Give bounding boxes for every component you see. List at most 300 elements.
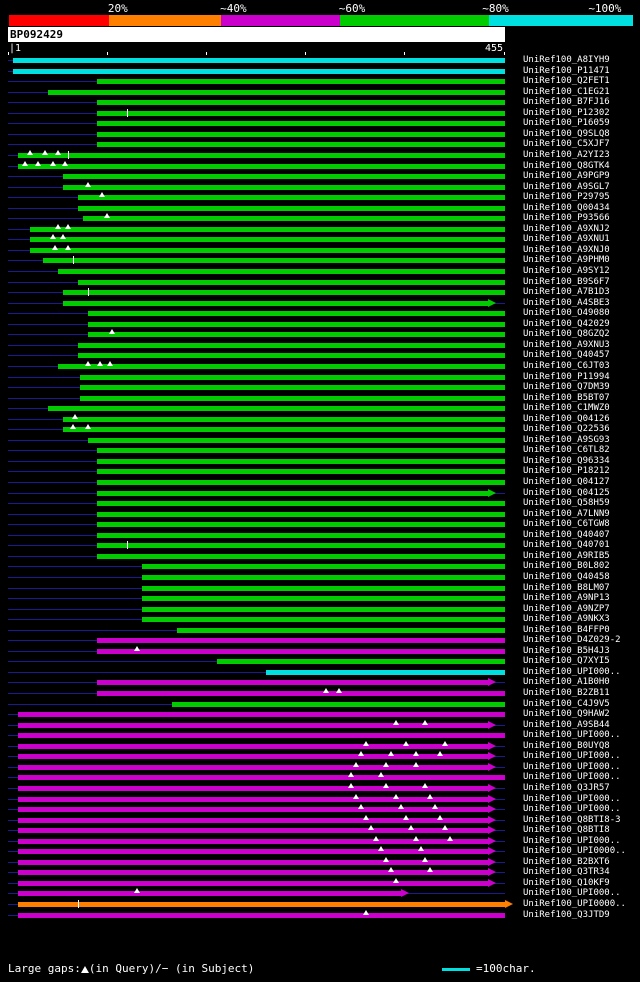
- subject-label[interactable]: UniRef100_B7FJ16: [523, 97, 610, 108]
- alignment-row[interactable]: [8, 341, 505, 350]
- hsp-bar[interactable]: [18, 775, 505, 780]
- hsp-bar[interactable]: [97, 512, 505, 517]
- hsp-bar[interactable]: [63, 301, 488, 306]
- alignment-row[interactable]: [8, 816, 505, 825]
- subject-label[interactable]: UniRef100_Q8GTK4: [523, 160, 610, 171]
- subject-label[interactable]: UniRef100_Q8BTI8-3: [523, 814, 621, 825]
- large-gap-marker-icon: [363, 910, 369, 915]
- hsp-bar[interactable]: [63, 290, 505, 295]
- hsp-bar[interactable]: [18, 828, 488, 833]
- identity-tick-4: ~100%: [588, 2, 622, 15]
- alignment-row[interactable]: [8, 647, 505, 656]
- subject-label[interactable]: UniRef100_Q8GZQ2: [523, 329, 610, 340]
- subject-label[interactable]: UniRef100_UPI000..: [523, 666, 621, 677]
- large-gap-marker-icon: [72, 414, 78, 419]
- alignment-row[interactable]: [8, 615, 505, 624]
- subject-label[interactable]: UniRef100_Q04126: [523, 413, 610, 424]
- alignment-row[interactable]: [8, 763, 505, 772]
- subject-label[interactable]: UniRef100_C1MWZ0: [523, 403, 610, 414]
- subject-label[interactable]: UniRef100_Q2FET1: [523, 76, 610, 87]
- subject-label[interactable]: UniRef100_UPI000..: [523, 751, 621, 762]
- hsp-bar[interactable]: [88, 332, 505, 337]
- hsp-bar[interactable]: [30, 237, 505, 242]
- identity-tick-labels: [8, 4, 632, 15]
- hsp-bar[interactable]: [88, 322, 505, 327]
- subject-label[interactable]: UniRef100_Q40458: [523, 571, 610, 582]
- subject-label[interactable]: UniRef100_B0UYQ8: [523, 740, 610, 751]
- subject-label[interactable]: UniRef100_P11471: [523, 65, 610, 76]
- subject-label[interactable]: UniRef100_P11994: [523, 371, 610, 382]
- subject-label[interactable]: UniRef100_C1EG21: [523, 86, 610, 97]
- hsp-bar[interactable]: [18, 733, 505, 738]
- subject-label[interactable]: UniRef100_Q8BTI8: [523, 825, 610, 836]
- alignment-bars-panel: [8, 56, 505, 956]
- hsp-bar[interactable]: [63, 174, 505, 179]
- hsp-bar[interactable]: [78, 195, 505, 200]
- alignment-row[interactable]: [8, 742, 505, 751]
- subject-label[interactable]: UniRef100_A9SGL7: [523, 181, 610, 192]
- alignment-row[interactable]: [8, 900, 505, 909]
- identity-segment-2: [221, 15, 340, 26]
- subject-label[interactable]: UniRef100_UPI000..: [523, 772, 621, 783]
- hsp-bar[interactable]: [142, 607, 505, 612]
- large-gap-marker-icon: [97, 361, 103, 366]
- hsp-bar[interactable]: [18, 723, 488, 728]
- hsp-break-tick: [73, 256, 74, 264]
- large-gap-marker-icon: [62, 161, 68, 166]
- alignment-row[interactable]: [8, 193, 505, 202]
- alignment-row[interactable]: [8, 868, 505, 877]
- hsp-bar[interactable]: [97, 638, 505, 643]
- identity-tick-2: ~60%: [338, 2, 366, 15]
- hsp-bar[interactable]: [217, 659, 505, 664]
- alignment-row[interactable]: [8, 773, 505, 782]
- alignment-row[interactable]: [8, 594, 505, 603]
- hsp-bar[interactable]: [43, 258, 505, 263]
- alignment-row[interactable]: [8, 879, 505, 888]
- hsp-bar[interactable]: [97, 469, 505, 474]
- subject-label[interactable]: UniRef100_P29795: [523, 192, 610, 203]
- hsp-break-tick: [78, 900, 79, 908]
- subject-label[interactable]: UniRef100_Q7DM39: [523, 382, 610, 393]
- alignment-row[interactable]: [8, 805, 505, 814]
- large-gap-marker-icon: [134, 646, 140, 651]
- large-gap-marker-icon: [437, 815, 443, 820]
- subject-label[interactable]: UniRef100_Q10KF9: [523, 877, 610, 888]
- subject-label[interactable]: UniRef100_Q3JTD9: [523, 909, 610, 920]
- subject-label[interactable]: UniRef100_A8IYH9: [523, 55, 610, 65]
- large-gap-marker-icon: [55, 224, 61, 229]
- alignment-row[interactable]: [8, 689, 505, 698]
- alignment-row[interactable]: [8, 98, 505, 107]
- hsp-bar[interactable]: [172, 702, 505, 707]
- query-ruler: [8, 42, 505, 55]
- subject-label[interactable]: UniRef100_B2BXT6: [523, 856, 610, 867]
- hsp-bar[interactable]: [142, 617, 505, 622]
- alignment-row[interactable]: [8, 573, 505, 582]
- subject-label[interactable]: UniRef100_P12302: [523, 107, 610, 118]
- large-gap-marker-icon: [99, 192, 105, 197]
- subject-label[interactable]: UniRef100_B8LM07: [523, 582, 610, 593]
- hsp-bar[interactable]: [142, 596, 505, 601]
- subject-label[interactable]: UniRef100_B9S6F7: [523, 276, 610, 287]
- subject-label[interactable]: UniRef100_Q04125: [523, 487, 610, 498]
- large-gap-marker-icon: [65, 224, 71, 229]
- subject-label[interactable]: UniRef100_A7LNN9: [523, 508, 610, 519]
- large-gap-marker-icon: [336, 688, 342, 693]
- hsp-bar[interactable]: [58, 364, 505, 369]
- large-gap-marker-icon: [358, 804, 364, 809]
- alignment-row[interactable]: [8, 826, 505, 835]
- hsp-break-tick: [68, 151, 69, 159]
- hsp-bar[interactable]: [97, 132, 505, 137]
- alignment-row[interactable]: [8, 889, 505, 898]
- subject-label[interactable]: UniRef100_Q3TR34: [523, 867, 610, 878]
- subject-label[interactable]: UniRef100_Q96334: [523, 455, 610, 466]
- subject-label[interactable]: UniRef100_A9SB44: [523, 719, 610, 730]
- subject-label[interactable]: UniRef100_A9PHM0: [523, 255, 610, 266]
- alignment-row[interactable]: [8, 721, 505, 730]
- hsp-bar[interactable]: [18, 797, 488, 802]
- subject-label[interactable]: UniRef100_UPI000..: [523, 804, 621, 815]
- subject-label[interactable]: UniRef100_B0L802: [523, 561, 610, 572]
- subject-label[interactable]: UniRef100_C6TL82: [523, 445, 610, 456]
- hsp-bar[interactable]: [18, 860, 488, 865]
- alignment-row[interactable]: [8, 351, 505, 360]
- alignment-row[interactable]: [8, 225, 505, 234]
- alignment-row[interactable]: [8, 911, 505, 920]
- hsp-bar[interactable]: [48, 406, 505, 411]
- large-gap-marker-icon: [447, 836, 453, 841]
- hsp-bar[interactable]: [97, 491, 487, 496]
- large-gap-marker-icon: [393, 794, 399, 799]
- hsp-arrow-icon: [488, 868, 496, 876]
- hsp-bar[interactable]: [13, 69, 505, 74]
- subject-label[interactable]: UniRef100_A9PGP9: [523, 171, 610, 182]
- hsp-bar[interactable]: [97, 79, 505, 84]
- alignment-row[interactable]: [8, 541, 505, 550]
- subject-label[interactable]: UniRef100_UPI0000..: [523, 846, 626, 857]
- hsp-bar[interactable]: [97, 459, 505, 464]
- hsp-bar[interactable]: [142, 586, 505, 591]
- subject-label[interactable]: UniRef100_B2ZB11: [523, 688, 610, 698]
- alignment-row[interactable]: [8, 700, 505, 709]
- alignment-row[interactable]: [8, 299, 505, 308]
- alignment-row[interactable]: [8, 119, 505, 128]
- large-gap-marker-icon: [358, 751, 364, 756]
- subject-label[interactable]: UniRef100_A2YI23: [523, 149, 610, 160]
- alignment-row[interactable]: [8, 151, 505, 160]
- hsp-bar[interactable]: [80, 385, 505, 390]
- alignment-row[interactable]: [8, 710, 505, 719]
- hsp-bar[interactable]: [97, 142, 505, 147]
- subject-label[interactable]: UniRef100_A9SG93: [523, 434, 610, 445]
- subject-label[interactable]: UniRef100_A1B0H0: [523, 677, 610, 688]
- subject-label[interactable]: UniRef100_A9NZP7: [523, 603, 610, 614]
- hsp-bar[interactable]: [97, 680, 487, 685]
- alignment-row[interactable]: [8, 288, 505, 297]
- hsp-bar[interactable]: [177, 628, 505, 633]
- subject-label[interactable]: UniRef100_A9RIB5: [523, 550, 610, 561]
- large-gap-marker-icon: [418, 846, 424, 851]
- subject-label[interactable]: UniRef100_UPI000..: [523, 793, 621, 804]
- hsp-bar[interactable]: [78, 206, 505, 211]
- large-gap-marker-icon: [388, 751, 394, 756]
- subject-label[interactable]: UniRef100_A9NKX3: [523, 614, 610, 625]
- hsp-arrow-icon: [401, 889, 409, 897]
- ruler-start-label: |1: [9, 43, 22, 54]
- large-gap-marker-icon: [50, 161, 56, 166]
- alignment-row[interactable]: [8, 162, 505, 171]
- large-gap-marker-icon: [373, 836, 379, 841]
- hsp-bar[interactable]: [97, 480, 505, 485]
- large-gap-marker-icon: [383, 783, 389, 788]
- hsp-bar[interactable]: [78, 353, 505, 358]
- large-gap-marker-icon: [383, 857, 389, 862]
- hsp-bar[interactable]: [97, 533, 505, 538]
- alignment-row[interactable]: [8, 752, 505, 761]
- alignment-row[interactable]: [8, 499, 505, 508]
- subject-label[interactable]: UniRef100_C5XJF7: [523, 139, 610, 150]
- hsp-bar[interactable]: [97, 100, 505, 105]
- subject-label[interactable]: UniRef100_A9NP13: [523, 593, 610, 604]
- alignment-row[interactable]: [8, 267, 505, 276]
- subject-label[interactable]: UniRef100_Q9HAW2: [523, 709, 610, 720]
- subject-label[interactable]: UniRef100_A4SBE3: [523, 297, 610, 308]
- alignment-row[interactable]: [8, 140, 505, 149]
- hsp-bar[interactable]: [88, 311, 505, 316]
- subject-label-column: [523, 56, 640, 956]
- subject-label[interactable]: UniRef100_UPI000..: [523, 835, 621, 846]
- alignment-row[interactable]: [8, 77, 505, 86]
- hsp-bar[interactable]: [97, 111, 505, 116]
- hsp-bar[interactable]: [18, 818, 488, 823]
- subject-label[interactable]: UniRef100_P18212: [523, 466, 610, 477]
- alignment-row[interactable]: [8, 510, 505, 519]
- subject-label[interactable]: UniRef100_B5BT07: [523, 392, 610, 403]
- hsp-bar[interactable]: [18, 744, 488, 749]
- subject-label[interactable]: UniRef100_Q58H59: [523, 498, 610, 509]
- subject-label[interactable]: UniRef100_Q40407: [523, 529, 610, 540]
- alignment-row[interactable]: [8, 626, 505, 635]
- hsp-bar[interactable]: [30, 227, 505, 232]
- alignment-row[interactable]: [8, 636, 505, 645]
- large-gap-marker-icon: [65, 245, 71, 250]
- subject-label[interactable]: UniRef100_O49080: [523, 308, 610, 319]
- alignment-row[interactable]: [8, 436, 505, 445]
- alignment-row[interactable]: [8, 373, 505, 382]
- subject-label[interactable]: UniRef100_A9XNU1: [523, 234, 610, 245]
- alignment-row[interactable]: [8, 467, 505, 476]
- subject-label[interactable]: UniRef100_Q7XYI5: [523, 656, 610, 667]
- subject-label[interactable]: UniRef100_A9SY12: [523, 266, 610, 276]
- alignment-row[interactable]: [8, 320, 505, 329]
- hsp-bar[interactable]: [18, 807, 488, 812]
- hsp-bar[interactable]: [142, 564, 505, 569]
- subject-label[interactable]: UniRef100_A9XNJ0: [523, 244, 610, 255]
- alignment-row[interactable]: [8, 130, 505, 139]
- subject-label[interactable]: UniRef100_D4Z029-2: [523, 635, 621, 646]
- subject-label[interactable]: UniRef100_Q9SLQ8: [523, 128, 610, 139]
- large-gap-marker-icon: [408, 825, 414, 830]
- hsp-bar[interactable]: [58, 269, 505, 274]
- alignment-row[interactable]: [8, 678, 505, 687]
- alignment-row[interactable]: [8, 562, 505, 571]
- alignment-row[interactable]: [8, 489, 505, 498]
- alignment-row[interactable]: [8, 235, 505, 244]
- hsp-bar[interactable]: [80, 396, 505, 401]
- large-gap-marker-icon: [378, 846, 384, 851]
- alignment-row[interactable]: [8, 657, 505, 666]
- alignment-row[interactable]: [8, 214, 505, 223]
- large-gap-marker-icon: [368, 825, 374, 830]
- large-gap-marker-icon: [422, 783, 428, 788]
- subject-label[interactable]: UniRef100_UPI000..: [523, 888, 621, 899]
- hsp-bar[interactable]: [18, 902, 505, 907]
- alignment-row[interactable]: [8, 56, 505, 65]
- subject-label[interactable]: UniRef100_P93566: [523, 213, 610, 224]
- subject-label[interactable]: UniRef100_B5H4J3: [523, 645, 610, 656]
- subject-label[interactable]: UniRef100_A9XNJ2: [523, 223, 610, 234]
- hsp-arrow-icon: [488, 678, 496, 686]
- alignment-row[interactable]: [8, 404, 505, 413]
- alignment-row[interactable]: [8, 531, 505, 540]
- alignment-row[interactable]: [8, 784, 505, 793]
- hsp-bar[interactable]: [18, 881, 488, 886]
- subject-label[interactable]: UniRef100_Q3JR57: [523, 782, 610, 793]
- alignment-row[interactable]: [8, 731, 505, 740]
- large-gap-marker-icon: [27, 150, 33, 155]
- hsp-bar[interactable]: [142, 575, 505, 580]
- hsp-bar[interactable]: [18, 164, 505, 169]
- subject-label[interactable]: UniRef100_UPI000..: [523, 730, 621, 741]
- large-gap-marker-icon: [403, 815, 409, 820]
- alignment-row[interactable]: [8, 183, 505, 192]
- hsp-bar[interactable]: [78, 280, 505, 285]
- identity-tick-0: 20%: [107, 2, 128, 15]
- hsp-bar[interactable]: [97, 543, 505, 548]
- hsp-bar[interactable]: [63, 185, 505, 190]
- hsp-bar[interactable]: [97, 649, 505, 654]
- hsp-bar[interactable]: [63, 417, 505, 422]
- large-gap-marker-icon: [388, 867, 394, 872]
- large-gap-marker-icon: [85, 182, 91, 187]
- hsp-bar[interactable]: [97, 121, 505, 126]
- alignment-row[interactable]: [8, 795, 505, 804]
- alignment-row[interactable]: [8, 362, 505, 371]
- subject-label[interactable]: UniRef100_Q40457: [523, 350, 610, 361]
- alignment-row[interactable]: [8, 394, 505, 403]
- alignment-row[interactable]: [8, 520, 505, 529]
- identity-tick-1: ~40%: [220, 2, 247, 15]
- hsp-arrow-icon: [488, 795, 496, 803]
- hsp-bar[interactable]: [18, 712, 505, 717]
- subject-label[interactable]: UniRef100_C6TGW8: [523, 519, 610, 530]
- identity-segment-1: [109, 15, 221, 26]
- hsp-bar[interactable]: [48, 90, 505, 95]
- alignment-row[interactable]: [8, 584, 505, 593]
- hsp-bar[interactable]: [88, 438, 505, 443]
- large-gap-marker-icon: [107, 361, 113, 366]
- subject-label[interactable]: UniRef100_Q22536: [523, 424, 610, 435]
- alignment-row[interactable]: [8, 478, 505, 487]
- subject-label[interactable]: UniRef100_A9XNU3: [523, 339, 610, 350]
- alignment-row[interactable]: [8, 837, 505, 846]
- alignment-row[interactable]: [8, 383, 505, 392]
- alignment-row[interactable]: [8, 330, 505, 339]
- large-gap-marker-icon: [422, 857, 428, 862]
- hsp-arrow-icon: [488, 837, 496, 845]
- alignment-row[interactable]: [8, 605, 505, 614]
- hsp-bar[interactable]: [18, 153, 505, 158]
- large-gap-marker-icon: [422, 720, 428, 725]
- subject-label[interactable]: UniRef100_A7B1D3: [523, 287, 610, 298]
- large-gap-marker-icon: [403, 741, 409, 746]
- hsp-bar[interactable]: [97, 522, 505, 527]
- alignment-row[interactable]: [8, 88, 505, 97]
- hsp-bar[interactable]: [63, 427, 505, 432]
- alignment-row[interactable]: [8, 446, 505, 455]
- alignment-row[interactable]: [8, 425, 505, 434]
- large-gap-marker-icon: [427, 794, 433, 799]
- hsp-bar[interactable]: [80, 375, 505, 380]
- hsp-bar[interactable]: [266, 670, 505, 675]
- alignment-row[interactable]: [8, 246, 505, 255]
- subject-label[interactable]: UniRef100_B4FFP0: [523, 624, 610, 635]
- large-gap-marker-icon: [393, 878, 399, 883]
- large-gap-marker-icon: [353, 762, 359, 767]
- alignment-row[interactable]: [8, 415, 505, 424]
- subject-label[interactable]: UniRef100_UPI000..: [523, 761, 621, 772]
- subject-label[interactable]: UniRef100_UPI0000..: [523, 899, 626, 909]
- alignment-row[interactable]: [8, 552, 505, 561]
- hsp-bar[interactable]: [13, 58, 505, 63]
- hsp-bar[interactable]: [30, 248, 505, 253]
- hsp-bar[interactable]: [78, 343, 505, 348]
- subject-label[interactable]: UniRef100_Q42029: [523, 318, 610, 329]
- subject-label[interactable]: UniRef100_C4J9V5: [523, 698, 610, 709]
- alignment-row[interactable]: [8, 668, 505, 677]
- alignment-row[interactable]: [8, 172, 505, 181]
- alignment-row[interactable]: [8, 457, 505, 466]
- alignment-row[interactable]: [8, 847, 505, 856]
- hsp-bar[interactable]: [97, 448, 505, 453]
- alignment-row[interactable]: [8, 858, 505, 867]
- subject-label[interactable]: UniRef100_Q04127: [523, 477, 610, 487]
- alignment-row[interactable]: [8, 309, 505, 318]
- large-gap-marker-icon: [42, 150, 48, 155]
- alignment-row[interactable]: [8, 67, 505, 76]
- hsp-bar[interactable]: [18, 891, 401, 896]
- subject-label[interactable]: UniRef100_Q40701: [523, 540, 610, 551]
- hsp-bar[interactable]: [83, 216, 505, 221]
- hsp-bar[interactable]: [18, 870, 488, 875]
- alignment-row[interactable]: [8, 278, 505, 287]
- hsp-bar[interactable]: [97, 501, 505, 506]
- hsp-bar[interactable]: [18, 786, 488, 791]
- large-gap-marker-icon: [363, 815, 369, 820]
- alignment-row[interactable]: [8, 256, 505, 265]
- hsp-bar[interactable]: [97, 691, 505, 696]
- gap-triangle-icon: [81, 966, 89, 973]
- subject-label[interactable]: UniRef100_Q00434: [523, 202, 610, 213]
- hsp-bar[interactable]: [18, 913, 505, 918]
- alignment-row[interactable]: [8, 109, 505, 118]
- subject-label[interactable]: UniRef100_C6JT03: [523, 360, 610, 371]
- subject-label[interactable]: UniRef100_P16059: [523, 118, 610, 129]
- alignment-row[interactable]: [8, 204, 505, 213]
- hsp-bar[interactable]: [97, 554, 505, 559]
